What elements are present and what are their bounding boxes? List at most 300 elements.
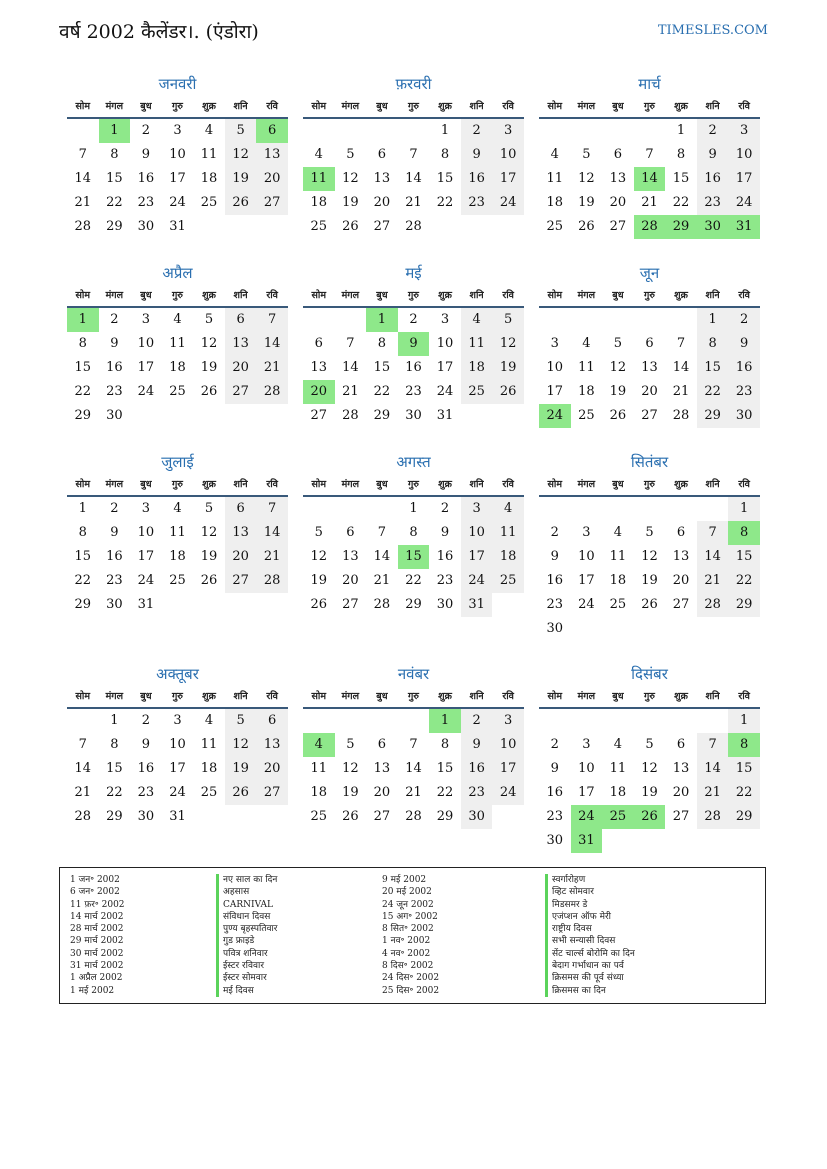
empty-cell <box>303 119 335 143</box>
weekday-label: शनि <box>233 290 248 301</box>
month-name: जुलाई <box>161 453 194 471</box>
empty-cell <box>539 308 571 332</box>
day-cell: 2 <box>697 119 729 143</box>
weekday-label: रवि <box>502 479 514 490</box>
day-cell: 8 <box>440 147 450 162</box>
day-cell: 19 <box>225 167 257 191</box>
holiday-name: संविधान दिवस <box>216 911 277 923</box>
day-cell: 28 <box>405 809 422 824</box>
day-cell: 24 <box>578 597 595 612</box>
day-cell: 14 <box>342 360 359 375</box>
month-name: दिसंबर <box>631 665 668 683</box>
day-cell: 16 <box>137 171 155 186</box>
day-cell: 14 <box>74 761 92 776</box>
day-cell: 8 <box>377 336 387 351</box>
day-cell: 22 <box>436 785 454 800</box>
day-cell: 25 <box>310 219 328 234</box>
weekday-label: बुध <box>612 101 624 112</box>
weekday-label: रवि <box>266 290 278 301</box>
day-cell: 22 <box>436 195 454 210</box>
weekday-label: सोम <box>547 101 563 112</box>
month-calendar <box>67 448 288 617</box>
month-calendar <box>303 660 524 829</box>
page-title: वर्ष 2002 कैलेंडर।. (एंडोरा) <box>59 21 259 43</box>
day-grid <box>67 709 288 829</box>
day-cell: 6 <box>225 308 257 332</box>
day-cell: 20 <box>225 545 257 569</box>
day-cell: 17 <box>546 384 564 399</box>
weekday-label: गुरु <box>171 101 183 112</box>
empty-cell <box>335 119 367 143</box>
day-cell: 17 <box>492 757 524 781</box>
day-cell: 20 <box>373 785 391 800</box>
weekday-label: बुध <box>612 691 624 702</box>
day-cell: 31 <box>436 408 454 423</box>
day-cell: 22 <box>728 569 760 593</box>
weekday-label: शुक्र <box>202 101 216 112</box>
day-cell: 1 <box>728 497 760 521</box>
holiday-day: 6 <box>256 119 288 143</box>
weekday-label: मंगल <box>341 479 360 490</box>
day-cell: 11 <box>169 336 186 351</box>
day-cell: 26 <box>225 781 257 805</box>
day-cell: 12 <box>492 332 524 356</box>
day-cell: 6 <box>377 737 387 752</box>
holiday-date: 24 जून 2002 <box>382 899 434 910</box>
month-name: मार्च <box>638 75 661 93</box>
day-grid <box>539 709 760 853</box>
day-cell: 29 <box>436 809 454 824</box>
site-link[interactable]: TIMESLES.COM <box>657 23 768 38</box>
day-cell: 15 <box>74 549 92 564</box>
day-cell: 13 <box>310 360 328 375</box>
holiday-name: मई दिवस <box>216 985 277 997</box>
day-cell: 24 <box>436 384 454 399</box>
holiday-name: बेदाग गर्भाधान का पर्व <box>545 960 635 972</box>
day-cell: 12 <box>342 761 359 776</box>
day-cell: 19 <box>342 195 359 210</box>
day-cell: 21 <box>74 195 92 210</box>
day-cell: 20 <box>342 573 359 588</box>
day-cell: 3 <box>492 119 524 143</box>
empty-cell <box>303 497 335 521</box>
day-cell: 9 <box>728 332 760 356</box>
empty-cell <box>571 709 603 733</box>
weekday-label: गुरु <box>407 479 419 490</box>
day-cell: 5 <box>346 147 355 162</box>
day-cell: 15 <box>436 761 454 776</box>
day-cell: 19 <box>492 356 524 380</box>
empty-cell <box>366 119 398 143</box>
holiday-legend <box>59 867 766 1004</box>
day-cell: 27 <box>373 219 391 234</box>
day-cell: 25 <box>546 219 564 234</box>
day-cell: 6 <box>256 709 288 733</box>
weekday-label: रवि <box>502 101 514 112</box>
legend-col2-dates <box>382 874 439 997</box>
day-cell: 29 <box>728 805 760 829</box>
day-cell: 18 <box>310 785 328 800</box>
weekday-label: बुध <box>140 691 152 702</box>
day-cell: 17 <box>169 761 186 776</box>
day-cell: 4 <box>204 123 214 138</box>
day-cell: 23 <box>697 191 729 215</box>
day-cell: 30 <box>546 621 564 636</box>
day-cell: 10 <box>578 549 595 564</box>
day-cell: 5 <box>346 737 355 752</box>
day-cell: 23 <box>137 195 155 210</box>
day-cell: 15 <box>697 356 729 380</box>
empty-cell <box>366 709 398 733</box>
holiday-day: 31 <box>728 215 760 239</box>
weekday-header <box>539 476 760 497</box>
day-cell: 19 <box>641 573 658 588</box>
day-cell: 20 <box>256 757 288 781</box>
day-cell: 7 <box>256 497 288 521</box>
day-cell: 16 <box>106 549 123 564</box>
holiday-date: 15 अग॰ 2002 <box>382 911 438 922</box>
weekday-label: शनि <box>705 101 720 112</box>
empty-cell <box>539 497 571 521</box>
day-cell: 9 <box>461 143 493 167</box>
weekday-label: बुध <box>376 290 388 301</box>
weekday-label: बुध <box>612 290 624 301</box>
month-calendar <box>539 448 760 641</box>
weekday-label: सोम <box>311 101 327 112</box>
day-cell: 25 <box>169 384 186 399</box>
weekday-label: मंगल <box>105 479 124 490</box>
empty-cell <box>67 709 99 733</box>
day-cell: 28 <box>256 569 288 593</box>
weekday-label: शुक्र <box>674 101 688 112</box>
day-cell: 27 <box>310 408 328 423</box>
weekday-label: बुध <box>612 479 624 490</box>
weekday-label: मंगल <box>577 290 596 301</box>
day-grid <box>303 119 524 239</box>
day-cell: 3 <box>582 737 591 752</box>
month-calendar <box>67 70 288 239</box>
day-cell: 17 <box>436 360 454 375</box>
month-name: जून <box>639 264 660 282</box>
day-cell: 18 <box>578 384 595 399</box>
weekday-label: शुक्र <box>438 479 452 490</box>
day-cell: 25 <box>461 380 493 404</box>
day-cell: 15 <box>106 171 123 186</box>
day-cell: 21 <box>256 356 288 380</box>
day-cell: 16 <box>461 757 493 781</box>
day-cell: 15 <box>106 761 123 776</box>
day-cell: 31 <box>169 219 186 234</box>
weekday-label: सोम <box>547 479 563 490</box>
day-cell: 21 <box>373 573 391 588</box>
day-cell: 18 <box>169 360 186 375</box>
day-cell: 24 <box>728 191 760 215</box>
day-cell: 30 <box>728 404 760 428</box>
day-cell: 22 <box>106 195 123 210</box>
day-cell: 26 <box>200 384 218 399</box>
day-cell: 26 <box>342 809 359 824</box>
day-cell: 10 <box>546 360 564 375</box>
day-cell: 12 <box>200 525 218 540</box>
day-cell: 1 <box>697 308 729 332</box>
day-cell: 6 <box>645 336 654 351</box>
day-cell: 30 <box>106 597 123 612</box>
empty-cell <box>634 497 666 521</box>
holiday-day: 24 <box>539 404 571 428</box>
holiday-day: 11 <box>303 167 335 191</box>
day-cell: 2 <box>550 737 559 752</box>
holiday-day: 8 <box>728 521 760 545</box>
weekday-label: गुरु <box>407 290 419 301</box>
holiday-date: 1 अप्रैल 2002 <box>70 973 123 984</box>
day-cell: 10 <box>728 143 760 167</box>
day-grid <box>539 308 760 428</box>
day-cell: 12 <box>200 336 218 351</box>
day-cell: 27 <box>672 809 690 824</box>
day-cell: 7 <box>377 525 387 540</box>
day-cell: 6 <box>377 147 387 162</box>
day-cell: 23 <box>728 380 760 404</box>
holiday-date: 14 मार्च 2002 <box>70 911 124 922</box>
day-cell: 13 <box>672 549 690 564</box>
weekday-label: गुरु <box>643 290 655 301</box>
day-cell: 18 <box>310 195 328 210</box>
empty-cell <box>303 308 335 332</box>
holiday-date: 11 फ़र॰ 2002 <box>70 899 125 910</box>
day-cell: 16 <box>405 360 422 375</box>
weekday-label: सोम <box>311 290 327 301</box>
day-cell: 26 <box>225 191 257 215</box>
day-cell: 13 <box>256 143 288 167</box>
month-calendar <box>67 660 288 829</box>
day-cell: 26 <box>310 597 328 612</box>
day-cell: 20 <box>672 573 690 588</box>
day-cell: 13 <box>373 171 391 186</box>
day-cell: 16 <box>546 785 564 800</box>
day-cell: 19 <box>609 384 627 399</box>
day-cell: 13 <box>641 360 658 375</box>
day-cell: 14 <box>256 521 288 545</box>
weekday-label: गुरु <box>171 290 183 301</box>
day-cell: 27 <box>225 380 257 404</box>
weekday-label: शुक्र <box>438 290 452 301</box>
weekday-label: बुध <box>376 479 388 490</box>
day-cell: 31 <box>137 597 155 612</box>
day-cell: 10 <box>137 336 155 351</box>
holiday-day: 4 <box>303 733 335 757</box>
day-cell: 25 <box>310 809 328 824</box>
month-name: मई <box>405 264 422 282</box>
weekday-label: शुक्र <box>438 101 452 112</box>
day-cell: 23 <box>405 384 422 399</box>
weekday-label: शनि <box>705 691 720 702</box>
day-cell: 11 <box>461 332 493 356</box>
day-cell: 24 <box>137 573 155 588</box>
day-cell: 13 <box>225 521 257 545</box>
day-grid <box>539 497 760 641</box>
day-cell: 25 <box>492 569 524 593</box>
day-cell: 12 <box>225 143 257 167</box>
day-cell: 26 <box>200 573 218 588</box>
day-cell: 12 <box>641 761 658 776</box>
day-cell: 11 <box>200 147 218 162</box>
weekday-header <box>303 688 524 709</box>
empty-cell <box>571 308 603 332</box>
day-cell: 4 <box>314 147 323 162</box>
day-cell: 20 <box>256 167 288 191</box>
day-cell: 30 <box>436 597 454 612</box>
weekday-label: शनि <box>469 290 484 301</box>
day-cell: 30 <box>106 408 123 423</box>
day-cell: 11 <box>546 171 564 186</box>
day-cell: 23 <box>546 597 564 612</box>
day-cell: 18 <box>492 545 524 569</box>
day-cell: 18 <box>169 549 186 564</box>
holiday-name: अहसास <box>216 886 277 898</box>
day-cell: 5 <box>225 709 257 733</box>
day-cell: 31 <box>169 809 186 824</box>
day-cell: 5 <box>582 147 591 162</box>
weekday-label: शुक्र <box>202 691 216 702</box>
day-cell: 3 <box>141 312 151 327</box>
day-cell: 23 <box>106 573 123 588</box>
day-cell: 7 <box>256 308 288 332</box>
weekday-header <box>539 287 760 308</box>
weekday-header <box>67 287 288 308</box>
weekday-label: सोम <box>547 290 563 301</box>
holiday-day: 9 <box>398 332 430 356</box>
weekday-label: शुक्र <box>674 479 688 490</box>
day-cell: 11 <box>492 521 524 545</box>
weekday-header <box>539 688 760 709</box>
month-calendar <box>539 259 760 428</box>
weekday-label: मंगल <box>577 101 596 112</box>
day-cell: 5 <box>613 336 623 351</box>
empty-cell <box>697 497 729 521</box>
day-cell: 4 <box>204 713 214 728</box>
day-cell: 28 <box>342 408 359 423</box>
day-cell: 17 <box>169 171 186 186</box>
legend-col2-names <box>545 874 635 997</box>
day-cell: 18 <box>461 356 493 380</box>
day-cell: 15 <box>74 360 92 375</box>
holiday-date: 1 मई 2002 <box>70 985 115 996</box>
day-cell: 19 <box>641 785 658 800</box>
day-grid <box>67 308 288 428</box>
day-cell: 16 <box>137 761 155 776</box>
day-cell: 28 <box>672 408 690 423</box>
holiday-name: पुण्य बृहस्पतिवार <box>216 923 277 935</box>
day-cell: 6 <box>613 147 623 162</box>
day-cell: 3 <box>728 119 760 143</box>
day-cell: 12 <box>310 549 328 564</box>
holiday-day: 1 <box>99 119 131 143</box>
day-cell: 11 <box>169 525 186 540</box>
weekday-label: गुरु <box>643 101 655 112</box>
day-cell: 22 <box>672 195 690 210</box>
weekday-header <box>303 287 524 308</box>
day-cell: 2 <box>110 501 119 516</box>
day-cell: 3 <box>492 709 524 733</box>
day-cell: 14 <box>697 545 729 569</box>
month-name: जनवरी <box>158 75 197 93</box>
holiday-name: CARNIVAL <box>216 899 277 911</box>
holiday-name: गुड फ्राइडे <box>216 935 277 947</box>
month-name: फ़रवरी <box>395 75 432 93</box>
day-cell: 11 <box>200 737 218 752</box>
day-grid <box>303 308 524 428</box>
holiday-name: ईस्टर सोमवार <box>216 972 277 984</box>
weekday-label: शनि <box>469 691 484 702</box>
weekday-label: गुरु <box>407 691 419 702</box>
day-cell: 2 <box>440 501 450 516</box>
day-cell: 24 <box>492 781 524 805</box>
day-cell: 1 <box>440 123 450 138</box>
day-cell: 1 <box>728 709 760 733</box>
holiday-day: 24 <box>571 805 603 829</box>
day-cell: 17 <box>461 545 493 569</box>
day-cell: 12 <box>609 360 627 375</box>
day-cell: 29 <box>74 408 92 423</box>
day-cell: 7 <box>78 147 87 162</box>
day-cell: 23 <box>546 809 564 824</box>
day-cell: 20 <box>609 195 627 210</box>
day-cell: 1 <box>409 501 418 516</box>
holiday-date: 6 जन॰ 2002 <box>70 887 120 898</box>
day-cell: 23 <box>461 191 493 215</box>
day-cell: 4 <box>461 308 493 332</box>
day-cell: 23 <box>137 785 155 800</box>
day-cell: 13 <box>373 761 391 776</box>
day-cell: 13 <box>672 761 690 776</box>
day-cell: 21 <box>672 384 690 399</box>
day-cell: 10 <box>492 733 524 757</box>
empty-cell <box>335 497 367 521</box>
day-cell: 5 <box>204 501 214 516</box>
day-cell: 19 <box>578 195 595 210</box>
weekday-label: रवि <box>266 691 278 702</box>
day-cell: 22 <box>74 573 92 588</box>
weekday-label: सोम <box>75 479 91 490</box>
empty-cell <box>398 119 430 143</box>
day-cell: 19 <box>200 549 218 564</box>
day-cell: 1 <box>676 123 686 138</box>
empty-cell <box>335 709 367 733</box>
weekday-header <box>303 476 524 497</box>
weekday-label: रवि <box>266 479 278 490</box>
day-cell: 6 <box>314 336 323 351</box>
weekday-label: गुरु <box>643 479 655 490</box>
holiday-date: 1 जन॰ 2002 <box>70 875 120 885</box>
weekday-label: शुक्र <box>674 290 688 301</box>
day-cell: 14 <box>405 171 422 186</box>
holiday-name: व्हिट सोमवार <box>545 886 635 898</box>
day-cell: 22 <box>405 573 422 588</box>
day-cell: 3 <box>461 497 493 521</box>
day-cell: 30 <box>461 805 493 829</box>
day-cell: 15 <box>728 757 760 781</box>
weekday-label: सोम <box>547 691 563 702</box>
day-cell: 21 <box>641 195 658 210</box>
weekday-label: रवि <box>738 101 750 112</box>
weekday-label: शनि <box>469 101 484 112</box>
holiday-date: 31 मार्च 2002 <box>70 961 124 972</box>
day-cell: 6 <box>346 525 355 540</box>
day-cell: 15 <box>373 360 391 375</box>
day-cell: 21 <box>697 569 729 593</box>
holiday-name: क्रिसमस का दिन <box>545 985 635 997</box>
weekday-label: शनि <box>233 101 248 112</box>
